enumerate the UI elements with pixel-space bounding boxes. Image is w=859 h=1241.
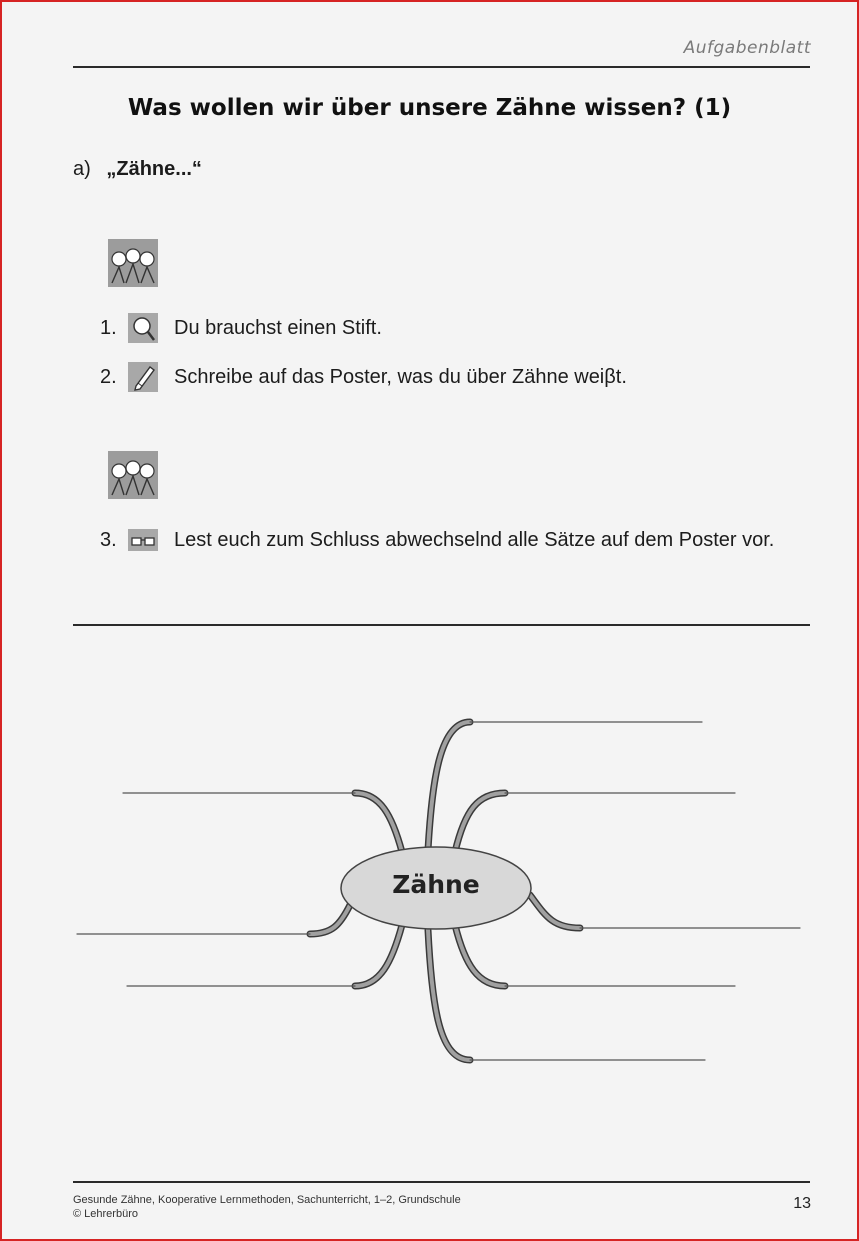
step-text: Du brauchst einen Stift. [174, 316, 382, 339]
pencil-icon [128, 362, 158, 392]
mind-map-center: Zähne [392, 870, 480, 899]
step-number: 2. [100, 365, 117, 388]
magnifier-icon [128, 313, 158, 343]
subtask-name: „Zähne...“ [106, 158, 202, 180]
group-work-icon [108, 239, 158, 287]
page-number: 13 [793, 1195, 811, 1212]
step-2 [100, 361, 627, 393]
footer-line-1: Gesunde Zähne, Kooperative Lernmethoden, Sachunterricht, 1–2, Grundschule [73, 1194, 461, 1206]
page-title: Was wollen wir über unsere Zähne wissen? (1) [127, 95, 732, 121]
reading-glasses-icon [128, 525, 158, 555]
step-1 [100, 312, 382, 344]
step-number: 3. [100, 528, 117, 551]
section-divider [73, 624, 810, 626]
step-3 [100, 524, 774, 556]
subtask-heading [73, 158, 202, 181]
footer [73, 1193, 461, 1221]
group-work-icon [108, 451, 158, 499]
step-text: Schreibe auf das Poster, was du über Zähne weiβt. [174, 365, 627, 388]
subtask-letter: a) [73, 158, 91, 180]
header-rule [73, 66, 810, 68]
header-label: Aufgabenblatt [683, 38, 811, 58]
footer-line-2: © Lehrerbüro [73, 1208, 138, 1220]
footer-rule [73, 1181, 810, 1183]
step-text: Lest euch zum Schluss abwechselnd alle Sätze auf dem Poster vor. [174, 528, 775, 551]
step-number: 1. [100, 316, 117, 339]
